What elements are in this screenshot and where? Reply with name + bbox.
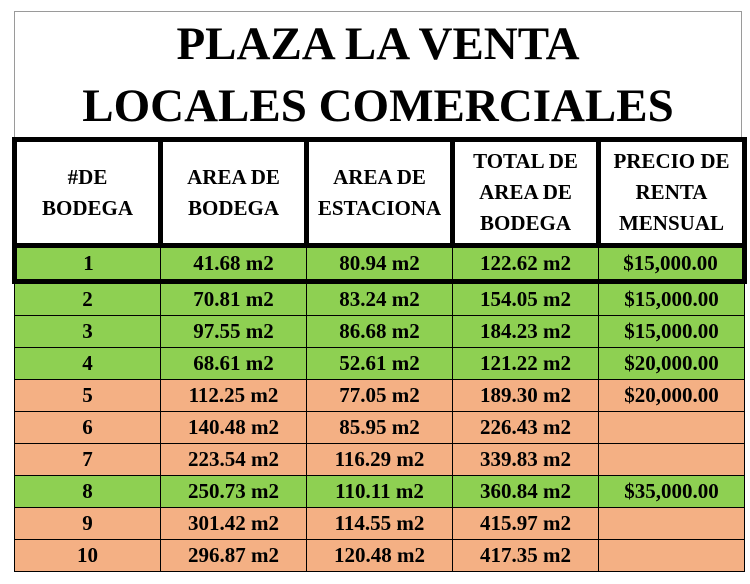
- bodegas-table: [12, 137, 747, 572]
- header-text: TOTAL DE: [473, 149, 578, 173]
- cell-total-area: 339.83 m2: [453, 444, 599, 476]
- header-text: BODEGA: [187, 195, 279, 220]
- cell-area-bodega: 70.81 m2: [161, 282, 307, 316]
- cell-area-estacionamiento: 85.95 m2: [307, 412, 453, 444]
- cell-total-area: 184.23 m2: [453, 316, 599, 348]
- cell-precio-renta: $15,000.00: [599, 316, 745, 348]
- table-row: [15, 246, 745, 282]
- cell-area-estacionamiento: 114.55 m2: [307, 508, 453, 540]
- cell-total-area: 121.22 m2: [453, 348, 599, 380]
- cell-total-area: 415.97 m2: [453, 508, 599, 540]
- header-text: #DE: [67, 164, 108, 189]
- header-total-area: [453, 140, 599, 246]
- cell-area-estacionamiento: 120.48 m2: [307, 540, 453, 572]
- header-area-bodega: [161, 140, 307, 246]
- cell-area-bodega: 41.68 m2: [161, 246, 307, 282]
- table-row: [15, 444, 745, 476]
- cell-num-bodega: 5: [15, 380, 161, 412]
- cell-precio-renta: $20,000.00: [599, 348, 745, 380]
- cell-precio-renta: $20,000.00: [599, 380, 745, 412]
- cell-num-bodega: 1: [15, 246, 161, 282]
- cell-precio-renta: $35,000.00: [599, 476, 745, 508]
- cell-area-bodega: 296.87 m2: [161, 540, 307, 572]
- table-row: [15, 476, 745, 508]
- header-text: BODEGA: [479, 211, 571, 235]
- cell-area-bodega: 97.55 m2: [161, 316, 307, 348]
- cell-precio-renta: [599, 444, 745, 476]
- cell-precio-renta: [599, 508, 745, 540]
- cell-area-bodega: 68.61 m2: [161, 348, 307, 380]
- cell-area-bodega: 140.48 m2: [161, 412, 307, 444]
- header-text: RENTA: [635, 180, 708, 204]
- cell-precio-renta: [599, 540, 745, 572]
- cell-area-bodega: 250.73 m2: [161, 476, 307, 508]
- header-text: AREA DE: [333, 164, 426, 189]
- cell-area-bodega: 223.54 m2: [161, 444, 307, 476]
- cell-area-estacionamiento: 52.61 m2: [307, 348, 453, 380]
- table-row: [15, 508, 745, 540]
- cell-num-bodega: 10: [15, 540, 161, 572]
- table-row: [15, 540, 745, 572]
- cell-num-bodega: 6: [15, 412, 161, 444]
- cell-total-area: 122.62 m2: [453, 246, 599, 282]
- cell-area-estacionamiento: 86.68 m2: [307, 316, 453, 348]
- cell-total-area: 154.05 m2: [453, 282, 599, 316]
- header-row: [15, 140, 745, 246]
- cell-num-bodega: 8: [15, 476, 161, 508]
- header-num-bodega: [15, 140, 161, 246]
- cell-area-estacionamiento: 80.94 m2: [307, 246, 453, 282]
- cell-precio-renta: [599, 412, 745, 444]
- header-text: AREA DE: [479, 180, 572, 204]
- cell-area-bodega: 301.42 m2: [161, 508, 307, 540]
- cell-precio-renta: $15,000.00: [599, 282, 745, 316]
- cell-num-bodega: 2: [15, 282, 161, 316]
- cell-num-bodega: 4: [15, 348, 161, 380]
- cell-area-estacionamiento: 83.24 m2: [307, 282, 453, 316]
- cell-num-bodega: 7: [15, 444, 161, 476]
- header-text: BODEGA: [41, 195, 133, 220]
- cell-total-area: 189.30 m2: [453, 380, 599, 412]
- cell-area-estacionamiento: 77.05 m2: [307, 380, 453, 412]
- cell-num-bodega: 3: [15, 316, 161, 348]
- table-row: [15, 348, 745, 380]
- cell-area-bodega: 112.25 m2: [161, 380, 307, 412]
- cell-total-area: 360.84 m2: [453, 476, 599, 508]
- cell-total-area: 417.35 m2: [453, 540, 599, 572]
- cell-precio-renta: $15,000.00: [599, 246, 745, 282]
- table-row: [15, 380, 745, 412]
- header-text: MENSUAL: [618, 211, 724, 235]
- plaza-title: PLAZA LA VENTA: [14, 11, 742, 75]
- header-text: ESTACIONA: [317, 195, 442, 220]
- table-row: [15, 412, 745, 444]
- cell-total-area: 226.43 m2: [453, 412, 599, 444]
- cell-area-estacionamiento: 110.11 m2: [307, 476, 453, 508]
- header-precio-renta: [599, 140, 745, 246]
- cell-num-bodega: 9: [15, 508, 161, 540]
- table-row: [15, 316, 745, 348]
- header-area-estacionamiento: [307, 140, 453, 246]
- header-text: AREA DE: [187, 164, 280, 189]
- table-row: [15, 282, 745, 316]
- header-text: PRECIO DE: [613, 149, 730, 173]
- locales-subtitle: LOCALES COMERCIALES: [14, 75, 742, 137]
- cell-area-estacionamiento: 116.29 m2: [307, 444, 453, 476]
